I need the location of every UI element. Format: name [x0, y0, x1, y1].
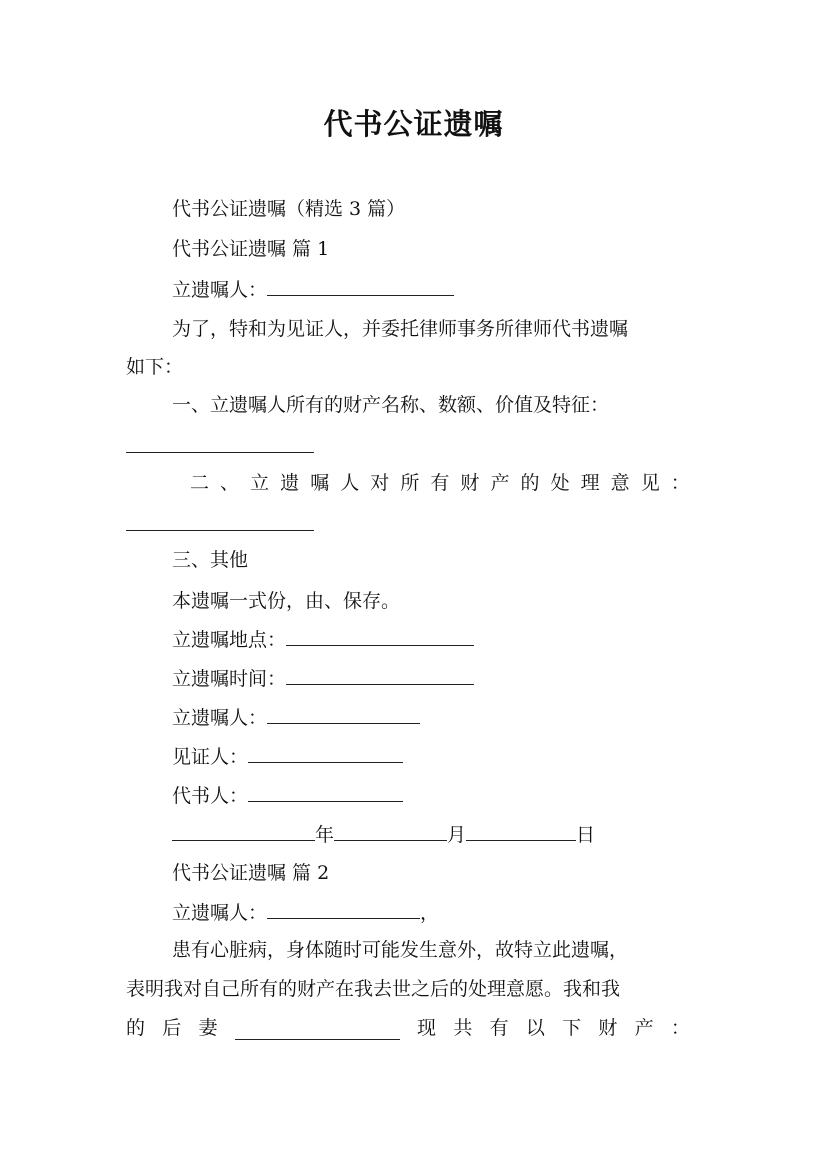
p2-testator-suffix: ， [420, 902, 440, 924]
item-2-char: 对 [370, 472, 390, 494]
item-2-char: 意 [610, 472, 630, 494]
time-blank [286, 666, 474, 685]
item-2-char: 二 [190, 472, 210, 494]
testator-line-2 [172, 705, 420, 730]
scribe-blank [248, 783, 403, 802]
intro-line-1: 为了，特和为见证人，并委托律师事务所律师代书遗嘱 [172, 318, 629, 340]
item-2-char: 的 [520, 472, 540, 494]
item-1: 一、立遗嘱人所有的财产名称、数额、价值及特征： [172, 394, 610, 416]
testator-blank-2 [267, 705, 420, 724]
p2-line3-char: 有 [489, 1017, 509, 1039]
p2-line3-char: 以 [525, 1017, 545, 1039]
year-blank [172, 822, 315, 841]
day-blank [466, 822, 576, 841]
testator-blank [267, 277, 454, 296]
p2-testator-blank [267, 900, 420, 919]
p2-line3-char: 的 [126, 1017, 146, 1039]
item-2 [190, 471, 690, 495]
document-title: 代书公证遗嘱 [323, 107, 504, 141]
testator-line [172, 277, 454, 302]
scribe-label: 代书人： [172, 785, 249, 807]
item-2-char: 见 [640, 472, 660, 494]
item-2-char: 财 [460, 472, 480, 494]
place-blank [286, 627, 474, 646]
item-2-char: 理 [580, 472, 600, 494]
witness-blank [248, 744, 403, 763]
item-2-char: 所 [400, 472, 420, 494]
item-2-char: 产 [490, 472, 510, 494]
place-line [172, 627, 474, 652]
part1-heading: 代书公证遗嘱 篇 1 [172, 238, 330, 260]
item-2-char: ： [670, 472, 690, 494]
p2-body-line-2: 表明我对自己所有的财产在我去世之后的处理意愿。我和我 [126, 978, 621, 1000]
copies-line: 本遗嘱一式份，由、保存。 [172, 590, 401, 612]
item-2-char: 人 [340, 472, 360, 494]
item-2-blank [126, 530, 314, 531]
item-2-char: 嘱 [310, 472, 330, 494]
item-1-blank [126, 452, 314, 453]
item-2-char: 有 [430, 472, 450, 494]
intro-line-2: 如下： [126, 356, 184, 378]
p2-body-line-3 [126, 1016, 690, 1040]
p2-line3-char: 下 [562, 1017, 582, 1039]
p2-line3-char: 共 [453, 1017, 473, 1039]
date-line [172, 822, 595, 847]
witness-label: 见证人： [172, 746, 249, 768]
time-label: 立遗嘱时间： [172, 668, 287, 690]
time-line [172, 666, 474, 691]
p2-line3-char: ： [670, 1017, 690, 1039]
item-2-char: 立 [250, 472, 270, 494]
p2-line3-blank [235, 1021, 400, 1040]
testator-label: 立遗嘱人： [172, 279, 268, 301]
part2-heading: 代书公证遗嘱 篇 2 [172, 862, 330, 884]
p2-line3-char: 财 [598, 1017, 618, 1039]
subtitle: 代书公证遗嘱（精选 3 篇） [172, 198, 406, 220]
p2-testator-line [172, 900, 439, 925]
item-3: 三、其他 [172, 549, 249, 571]
month-label: 月 [447, 824, 467, 846]
p2-line3-char: 后 [162, 1017, 182, 1039]
year-label: 年 [315, 824, 335, 846]
scribe-line [172, 783, 403, 808]
p2-testator-label: 立遗嘱人： [172, 902, 268, 924]
month-blank [334, 822, 447, 841]
p2-line3-char: 产 [634, 1017, 654, 1039]
day-label: 日 [576, 824, 596, 846]
testator-label-2: 立遗嘱人： [172, 707, 268, 729]
p2-line3-char: 妻 [198, 1017, 218, 1039]
item-2-char: 处 [550, 472, 570, 494]
item-2-char: 、 [220, 472, 240, 494]
item-2-char: 遗 [280, 472, 300, 494]
p2-body-line-1: 患有心脏病，身体随时可能发生意外，故特立此遗嘱， [172, 939, 629, 961]
p2-line3-char: 现 [417, 1017, 437, 1039]
witness-line [172, 744, 403, 769]
place-label: 立遗嘱地点： [172, 629, 287, 651]
